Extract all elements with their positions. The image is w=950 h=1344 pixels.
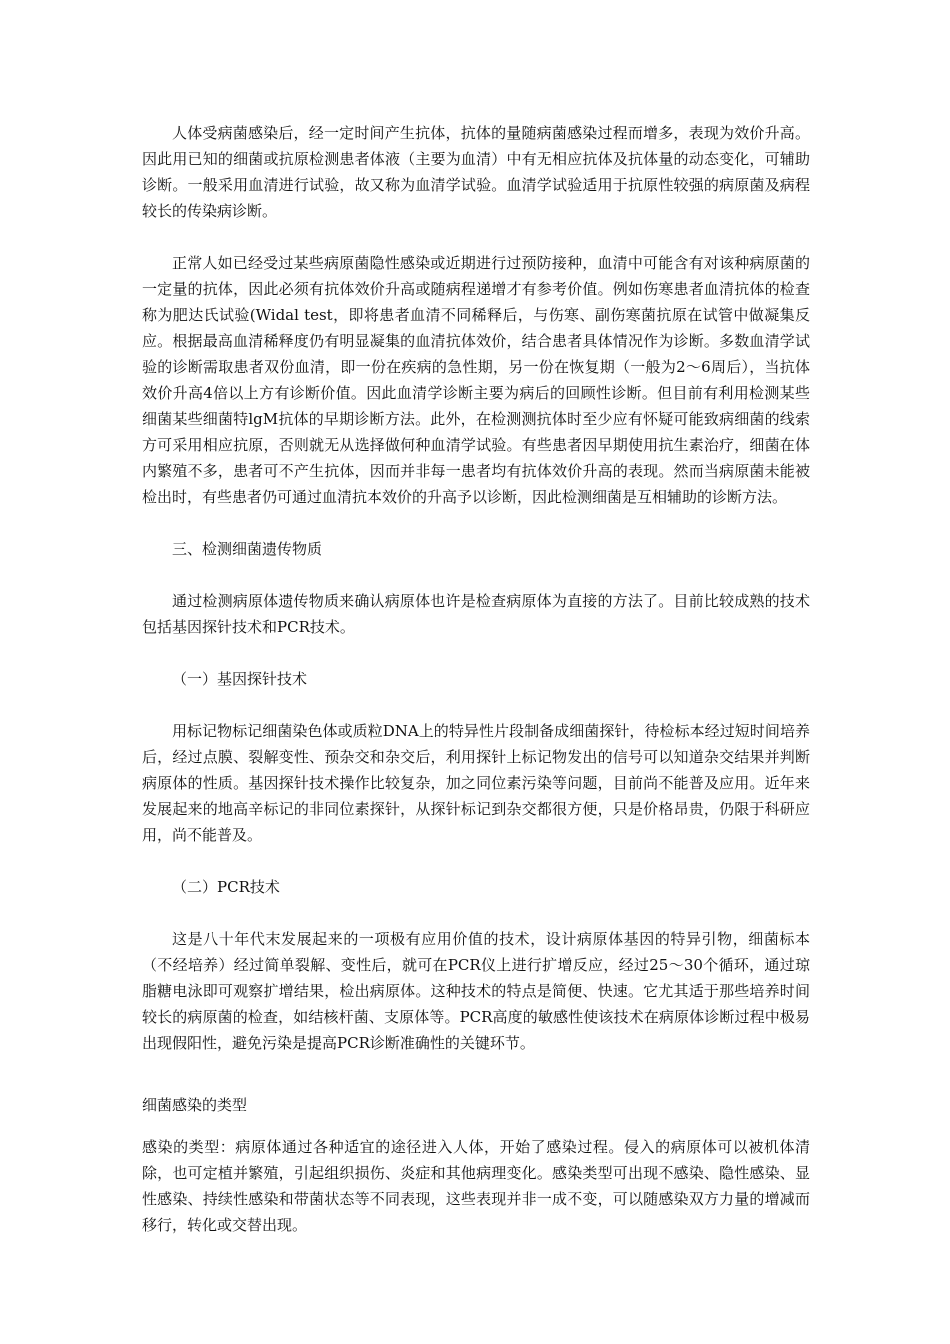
heading-genetic-material: 三、检测细菌遗传物质 (172, 540, 323, 558)
paragraph-pcr: 这是八十年代末发展起来的一项极有应用价值的技术，设计病原体基因的特异引物，细菌标本（不经培养）经过简单裂解、变性后，就可在PCR仪上进行扩增反应，经过25～30个循环，通过琼脂糖电泳即可观察扩增结果，检出病原体。这种技术的特点是简便、快速。它尤其适于那些培养时间较长的病原菌的检查，如结核杆菌、支原体等。PCR高度的敏感性使该技术在病原体诊断过程中极易出现假阳性，避免污染是提高PCR诊断准确性的关键环节。 (142, 930, 810, 1052)
paragraph-infection-types: 感染的类型：病原体通过各种适宜的途径进入人体，开始了感染过程。侵入的病原体可以被机体清除，也可定植并繁殖，引起组织损伤、炎症和其他病理变化。感染类型可出现不感染、隐性感染、显性感染、持续性感染和带菌状态等不同表现，这些表现并非一成不变，可以随感染双方力量的增减而移行，转化或交替出现。 (142, 1138, 810, 1234)
paragraph-genetic-material: 通过检测病原体遗传物质来确认病原体也许是检查病原体为直接的方法了。目前比较成熟的技术包括基因探针技术和PCR技术。 (142, 592, 810, 636)
heading-pcr: （二）PCR技术 (172, 878, 280, 896)
heading-gene-probe: （一）基因探针技术 (172, 670, 308, 688)
section-title-infection-types: 细菌感染的类型 (142, 1096, 248, 1114)
paragraph-serology-details: 正常人如已经受过某些病原菌隐性感染或近期进行过预防接种，血清中可能含有对该种病原菌的一定量的抗体，因此必须有抗体效价升高或随病程递增才有参考价值。例如伤寒患者血清抗体的检查称为肥达氏试验(Widal test，即将患者血清不同稀释后，与伤寒、副伤寒菌抗原在试管中做凝集反应。根据最高血清稀释度仍有明显凝集的血清抗体效价，结合患者具体情况作为诊断。多数血清学试验的诊断需取患者双份血清，即一份在疾病的急性期，另一份在恢复期（一般为2～6周后），当抗体效价升高4倍以上方有诊断价值。因此血清学诊断主要为病后的回顾性诊断。但目前有利用检测某些细菌某些细菌特lgM抗体的早期诊断方法。此外，在检测测抗体时至少应有怀疑可能致病细菌的线索方可采用相应抗原，否则就无从选择做何种血清学试验。有些患者因早期使用抗生素治疗，细菌在体内繁殖不多，患者可不产生抗体，因而并非每一患者均有抗体效价升高的表现。然而当病原菌未能被检出时，有些患者仍可通过血清抗本效价的升高予以诊断，因此检测细菌是互相辅助的诊断方法。 (142, 254, 810, 506)
document-body (142, 120, 810, 1238)
paragraph-serology-intro: 人体受病菌感染后，经一定时间产生抗体，抗体的量随病菌感染过程而增多，表现为效价升高。因此用已知的细菌或抗原检测患者体液（主要为血清）中有无相应抗体及抗体量的动态变化，可辅助诊断。一般采用血清进行试验，故又称为血清学试验。血清学试验适用于抗原性较强的病原菌及病程较长的传染病诊断。 (142, 124, 810, 220)
paragraph-gene-probe: 用标记物标记细菌染色体或质粒DNA上的特异性片段制备成细菌探针，待检标本经过短时间培养后，经过点膜、裂解变性、预杂交和杂交后，利用探针上标记物发出的信号可以知道杂交结果并判断病原体的性质。基因探针技术操作比较复杂，加之同位素污染等问题，目前尚不能普及应用。近年来发展起来的地高辛标记的非同位素探针，从探针标记到杂交都很方便，只是价格昂贵，仍限于科研应用，尚不能普及。 (142, 722, 810, 844)
